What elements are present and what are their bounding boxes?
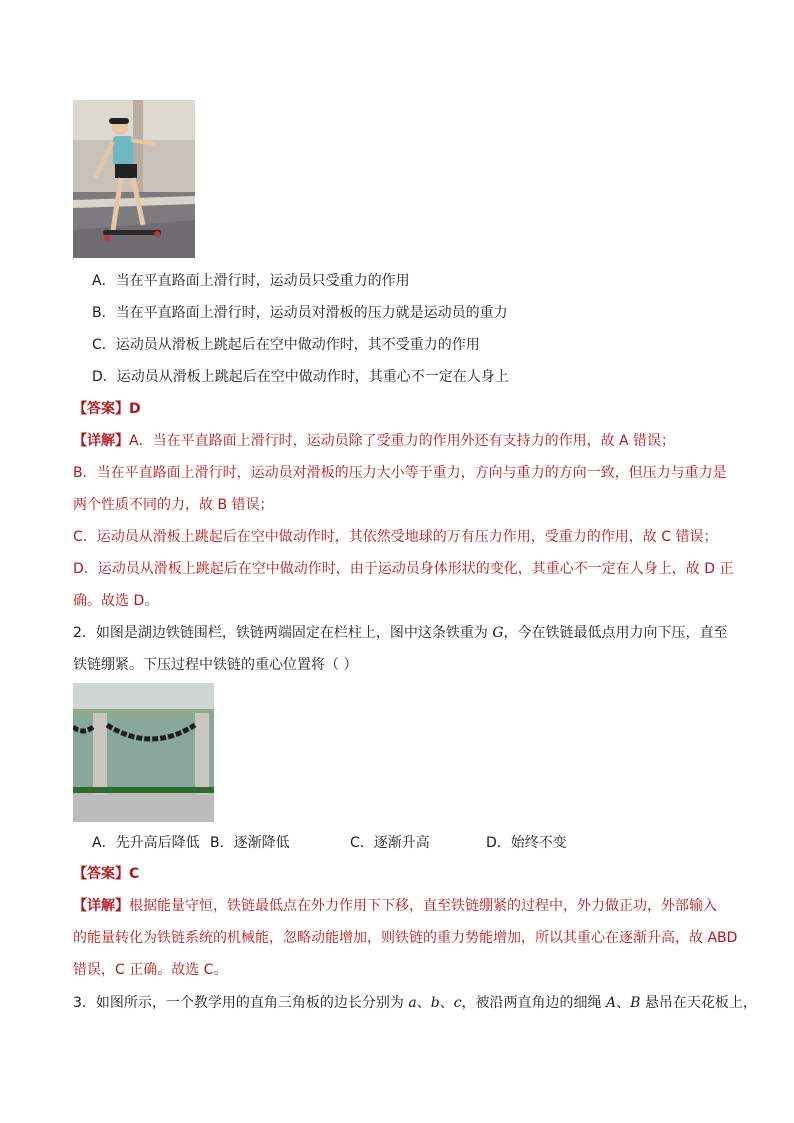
q3-stem-line-1: 3．如图所示，一个教学用的直角三角板的边长分别为 a、b、c，被沿两直角边的细绳 A、B 悬吊在天花板上， (73, 995, 757, 1011)
q1-detail-line-6: 确。故选 D。 (73, 593, 159, 609)
detail-label: 【详解】 (73, 898, 129, 914)
answer-value: C (129, 866, 140, 882)
var-g: G (492, 625, 504, 641)
q1-option-b: B．当在平直路面上滑行时，运动员对滑板的压力就是运动员的重力 (92, 305, 508, 321)
detail-label: 【详解】 (73, 433, 129, 449)
var-b: b (430, 995, 440, 1011)
q1-detail-line-4: C．运动员从滑板上跳起后在空中做动作时，其依然受地球的万有压力作用，受重力的作用，故 C 错误； (73, 529, 718, 545)
q1-detail-line-3: 两个性质不同的力，故 B 错误； (73, 497, 274, 513)
q2-detail-line-1: 【详解】根据能量守恒，铁链最低点在外力作用下下移，直至铁链绷紧的过程中，外力做正功，外部输入 (73, 898, 717, 914)
var-A: A (605, 995, 617, 1011)
q1-detail-line-1: 【详解】A．当在平直路面上滑行时，运动员除了受重力的作用外还有支持力的作用，故 A 错误； (73, 433, 676, 449)
q2-option-d: D．始终不变 (486, 835, 567, 851)
q1-detail-line-5: D．运动员从滑板上跳起后在空中做动作时，由于运动员身体形状的变化，其重心不一定在人身上，故 D 正 (73, 561, 734, 577)
chain-fence-photo (73, 683, 214, 822)
q1-detail-line-2: B．当在平直路面上滑行时，运动员对滑板的压力大小等于重力，方向与重力的方向一致，但压力与重力是 (73, 465, 727, 481)
q2-option-a: A．先升高后降低 (92, 835, 200, 851)
var-c: c (453, 995, 462, 1011)
q2-stem-line-2: 铁链绷紧。下压过程中铁链的重心位置将（ ） (73, 657, 358, 673)
answer-value: D (129, 401, 141, 417)
q1-option-c: C．运动员从滑板上跳起后在空中做动作时，其不受重力的作用 (92, 337, 480, 353)
answer-label: 【答案】 (73, 401, 129, 417)
q2-detail-line-3: 错误，C 正确。故选 C。 (73, 962, 228, 978)
var-B: B (630, 995, 641, 1011)
q2-option-b: B．逐渐降低 (210, 835, 290, 851)
var-a: a (408, 995, 417, 1011)
skateboarder-photo (73, 100, 195, 258)
answer-label: 【答案】 (73, 866, 129, 882)
q2-answer (73, 864, 139, 884)
q2-stem-line-1: 2．如图是湖边铁链围栏，铁链两端固定在栏柱上，图中这条铁重为 G，今在铁链最低点用力向下压，直至 (73, 625, 728, 641)
q2-detail-line-2: 的能量转化为铁链系统的机械能，忽略动能增加，则铁链的重力势能增加，所以其重心在逐渐升高，故 ABD (73, 930, 738, 946)
q1-answer (73, 399, 141, 419)
q1-option-a: A．当在平直路面上滑行时，运动员只受重力的作用 (92, 273, 410, 289)
q1-option-d: D．运动员从滑板上跳起后在空中做动作时，其重心不一定在人身上 (92, 369, 509, 385)
q2-option-c: C．逐渐升高 (350, 835, 430, 851)
